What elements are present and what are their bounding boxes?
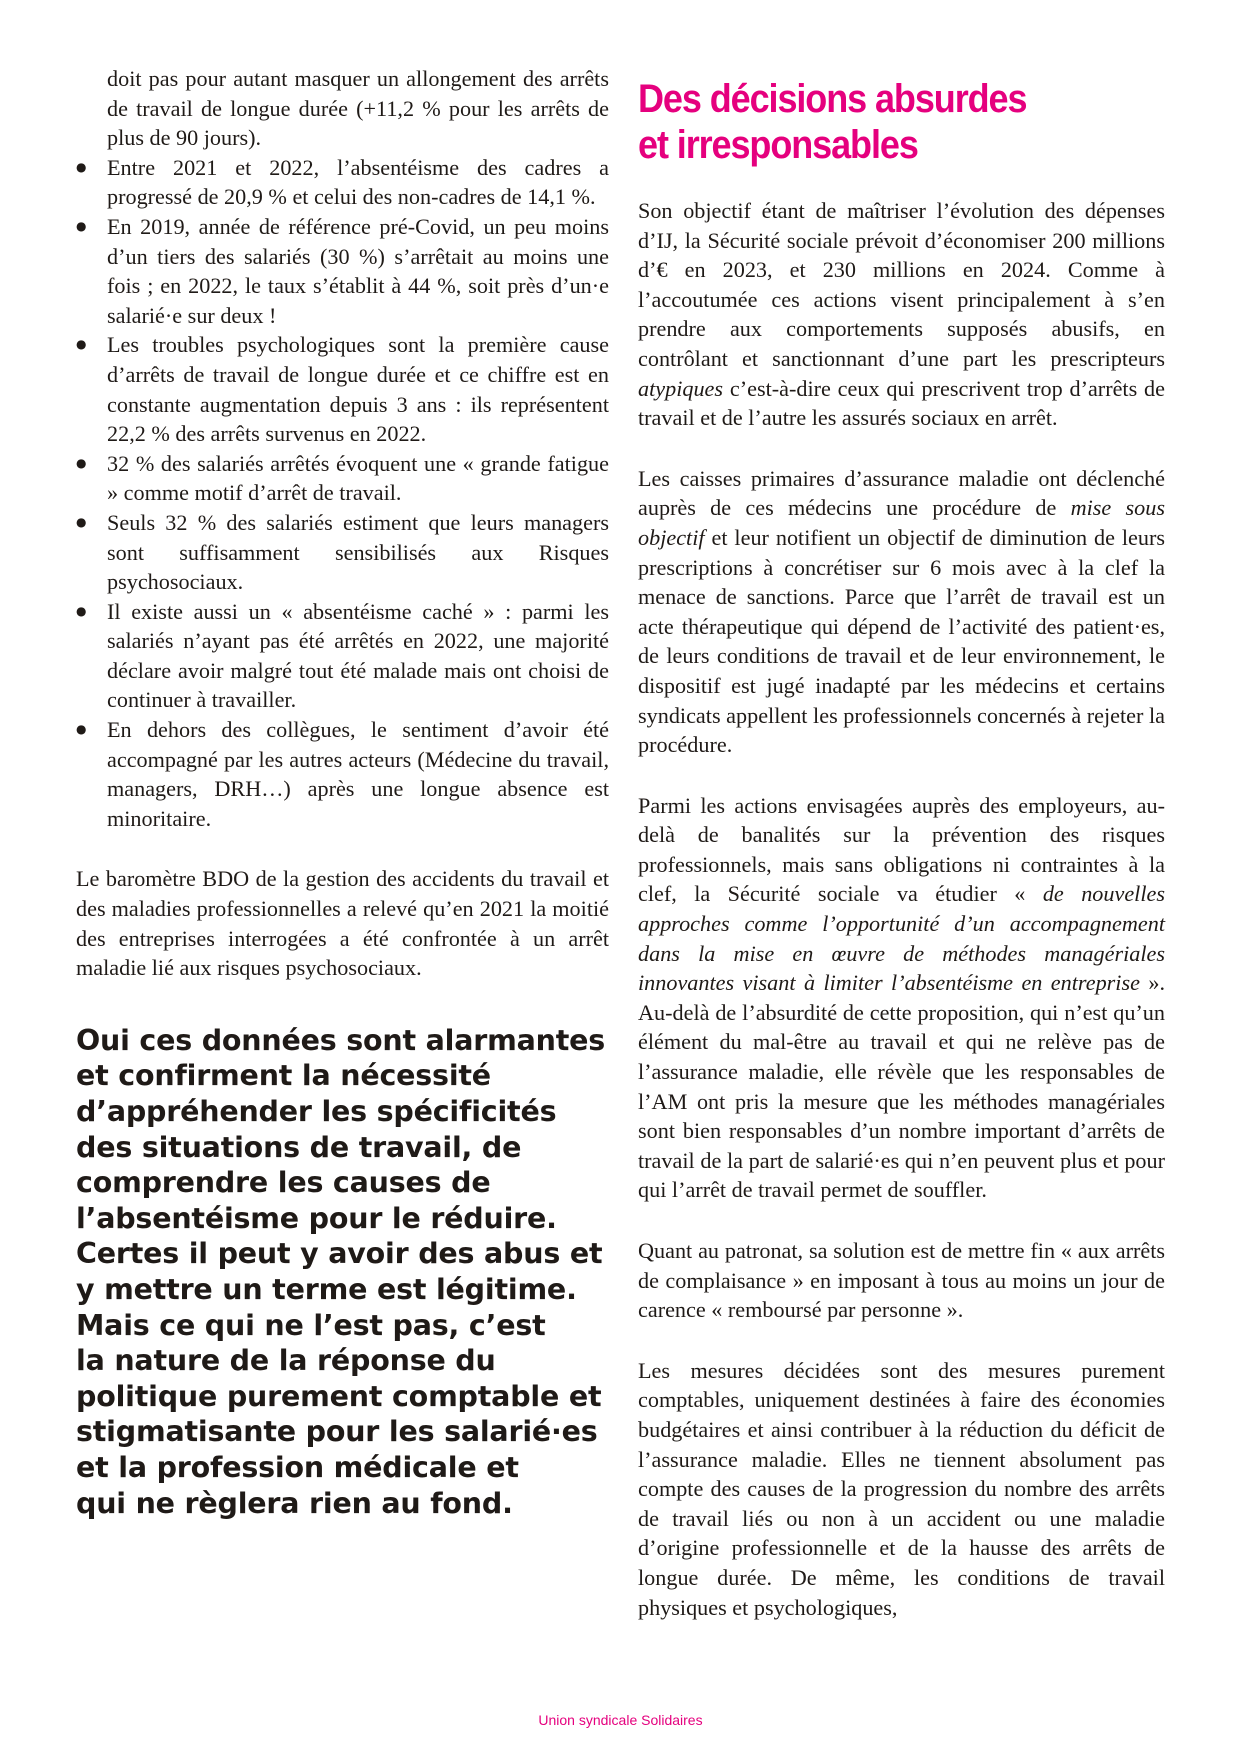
italic-run: de nouvelles approches comme l’opportunité d’un accompagnement dans la mise en œuvre de méthodes managériales innovantes visant à limiter l’absentéisme en entreprise xyxy=(638,881,1165,996)
text-run: Son objectif étant de maîtriser l’évolution des dépenses d’IJ, la Sécurité sociale prévoit d’économiser 200 millions d’€ en 2023, et 230 millions en 2024. Comme à l’accoutumée ces actions visent principalement à s’en prendre aux comportements supposés abusifs, en contrôlant et sanctionnant d’une part les prescripteurs xyxy=(638,198,1165,371)
employers-paragraph xyxy=(638,791,1165,1205)
text-run: Les caisses primaires d’assurance maladie ont déclenché auprès de ces médecins une procédure de xyxy=(638,465,1165,521)
list-item-text: En 2019, année de référence pré-Covid, un peu moins d’un tiers des salariés (30 %) s’arrêtait au moins une fois ; en 2022, le taux s’établit à 44 %, soit près d’un·e salarié·e sur deux ! xyxy=(107,213,609,328)
intro-continued-paragraph: doit pas pour autant masquer un allongement des arrêts de travail de longue durée (+11,2 % pour les arrêts de plus de 90 jours). xyxy=(107,66,609,151)
bullet-icon: ● xyxy=(76,218,87,233)
bullet-icon: ● xyxy=(76,514,87,529)
quote-line: l’absentéisme pour le réduire. xyxy=(76,1201,557,1235)
paragraph-spacer xyxy=(638,760,1165,791)
quote-line: des situations de travail, de xyxy=(76,1130,522,1164)
patronat-paragraph: Quant au patronat, sa solution est de mettre fin « aux arrêts de complaisance » en imposant à tous au moins un jour de carence « remboursé par personne ». xyxy=(638,1238,1165,1323)
list-item xyxy=(76,153,609,212)
paragraph-spacer xyxy=(638,1205,1165,1236)
quote-line: qui ne règlera rien au fond. xyxy=(76,1486,513,1520)
paragraph-spacer xyxy=(638,433,1165,464)
bdo-paragraph: Le baromètre BDO de la gestion des accidents du travail et des maladies professionnelles a relevé qu’en 2021 la moitié des entreprises interrogées a été confrontée à un arrêt maladie lié aux risques psychosociaux. xyxy=(76,866,609,981)
text-run: Parmi les actions envisagées auprès des employeurs, au-delà de banalités sur la prévention des risques professionnels, mais sans obligations ni contraintes à la clef, la Sécurité sociale va étudier « xyxy=(638,792,1165,907)
text-run: c’est-à-dire ceux qui prescrivent trop d’arrêts de travail et de l’autre les assurés sociaux en arrêt. xyxy=(638,375,1165,431)
list-item-text: Seuls 32 % des salariés estiment que leurs managers sont suffisamment sensibilisés aux Risques psychosociaux. xyxy=(107,509,609,595)
footer-organization: Union syndicale Solidaires xyxy=(538,1712,703,1728)
objective-paragraph xyxy=(638,196,1165,433)
section-title-line: et irresponsables xyxy=(638,123,918,167)
list-item xyxy=(76,330,609,448)
quote-line: comprendre les causes de xyxy=(76,1166,491,1200)
list-item-text: 32 % des salariés arrêtés évoquent une « grande fatigue » comme motif d’arrêt de travail. xyxy=(107,450,609,506)
bullet-icon: ● xyxy=(76,455,87,470)
bullet-icon: ● xyxy=(76,603,87,618)
statistics-bullet-list xyxy=(76,153,609,834)
list-item-text: Il existe aussi un « absentéisme caché » : parmi les salariés n’ayant pas été arrêtés en 2022, une majorité déclare avoir malgré tout été malade mais ont choisi de continuer à travailler. xyxy=(107,598,609,713)
bullet-icon: ● xyxy=(76,337,87,352)
list-item xyxy=(76,597,609,715)
list-item-text: Entre 2021 et 2022, l’absentéisme des cadres a progressé de 20,9 % et celui des non-cadres de 14,1 %. xyxy=(107,154,609,210)
paragraph-spacer xyxy=(638,1325,1165,1356)
italic-run: atypiques xyxy=(638,375,724,401)
quote-line: la nature de la réponse du xyxy=(76,1344,496,1378)
right-column xyxy=(638,64,1165,1622)
list-item xyxy=(76,715,609,833)
quote-line: d’appréhender les spécificités xyxy=(76,1095,557,1128)
text-run: et leur notifient un objectif de diminution de leurs prescriptions à concrétiser sur 6 mois avec à la clef la menace de sanctions. Parce que l’arrêt de travail est un acte thérapeutique qui dépend de l’activité des patient·es, de leurs conditions de travail et de leur environnement, le dispositif est jugé inadapté par les médecins et certains syndicats appellent les professionnels concernés à rejeter la procédure. xyxy=(638,524,1165,758)
bullet-icon: ● xyxy=(76,722,87,737)
measures-paragraph: Les mesures décidées sont des mesures purement comptables, uniquement destinées à faire des économies budgétaires et ainsi contribuer à la réduction du déficit de l’assurance maladie. Elles ne tiennent absolument pas compte des causes de la progression du nombre des arrêts de travail liés ou non à un accident ou une maladie d’origine professionnelle et de la hausse des arrêts de longue durée. De même, les conditions de travail physiques et psychologiques, xyxy=(638,1357,1165,1620)
quote-line: Oui ces données sont alarmantes xyxy=(76,1023,606,1057)
pull-quote xyxy=(76,1023,609,1521)
quote-line: politique purement comptable et xyxy=(76,1379,602,1413)
quote-line: et la profession médicale et xyxy=(76,1450,519,1484)
quote-line: Mais ce qui ne l’est pas, c’est xyxy=(76,1308,546,1342)
quote-line: y mettre un terme est légitime. xyxy=(76,1272,577,1306)
cpam-paragraph xyxy=(638,464,1165,760)
paragraph-spacer xyxy=(76,833,609,864)
bullet-icon: ● xyxy=(76,159,87,174)
text-run: ». Au-delà de l’absurdité de cette proposition, qui n’est qu’un élément du mal-être au travail et qui ne relève pas de l’assurance maladie, elle révèle que les responsables de l’AM ont pris la mesure que les méthodes managériales sont bien responsables d’un nombre important d’arrêts de travail de la part de salarié·es qui n’en peuvent plus et pour qui l’arrêt de travail permet de souffler. xyxy=(638,970,1166,1203)
list-item-text: En dehors des collègues, le sentiment d’avoir été accompagné par les autres acteurs (Médecine du travail, managers, DRH…) après une longue absence est minoritaire. xyxy=(107,717,609,831)
list-item xyxy=(76,508,609,597)
italic-run: mise sous objectif xyxy=(638,495,1165,550)
list-item xyxy=(76,449,609,508)
quote-line: stigmatisante pour les salarié·es xyxy=(76,1415,598,1449)
section-title-line: Des décisions absurdes xyxy=(638,77,1027,121)
quote-line: Certes il peut y avoir des abus et xyxy=(76,1237,603,1271)
left-column xyxy=(76,64,609,1521)
section-title xyxy=(638,76,1112,168)
list-item xyxy=(76,212,609,330)
list-item-text: Les troubles psychologiques sont la première cause d’arrêts de travail de longue durée et ce chiffre est en constante augmentation depuis 3 ans : ils représentent 22,2 % des arrêts survenus en 2022. xyxy=(107,332,609,447)
quote-line: et confirment la nécessité xyxy=(76,1059,491,1093)
